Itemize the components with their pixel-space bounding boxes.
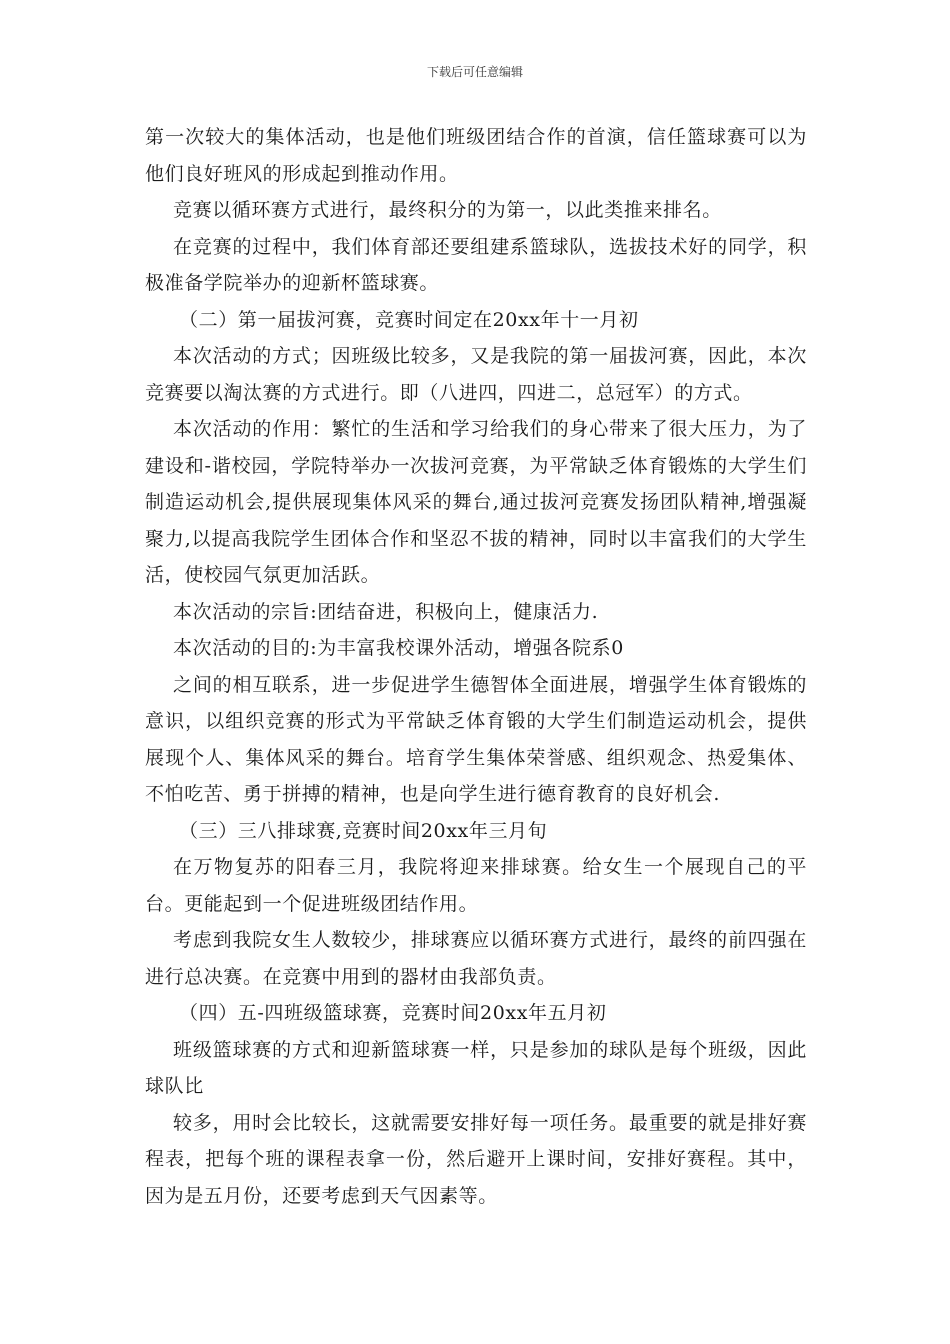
- paragraph-9: 在万物复苏的阳春三月，我院将迎来排球赛。给女生一个展现自己的平台。更能起到一个促进班级团结作用。: [145, 856, 807, 915]
- document-body: [145, 119, 807, 1214]
- paragraph-11: 班级篮球赛的方式和迎新篮球赛一样，只是参加的球队是每个班级，因此球队比: [145, 1038, 807, 1097]
- paragraph-7: 本次活动的目的:为丰富我校课外活动，增强各院系0: [173, 637, 624, 659]
- section-heading-3: （三）三八排球赛,竞赛时间20xx年三月旬: [179, 819, 548, 842]
- page-header: 下载后可任意编辑: [426, 65, 523, 79]
- paragraph-2: 竞赛以循环赛方式进行，最终积分的为第一，以此类推来排名。: [173, 199, 722, 221]
- paragraph-8: 之间的相互联系，进一步促进学生德智体全面进展，增强学生体育锻炼的意识，以组织竞赛的形式为平常缺乏体育锻的大学生们制造运动机会，提供展现个人、集体风采的舞台。培育学生集体荣誉感、组织观念、热爱集体、不怕吃苦、勇于拼搏的精神，也是向学生进行德育教育的良好机会.: [145, 673, 807, 805]
- paragraph-6: 本次活动的宗旨:团结奋进，积极向上，健康活力.: [173, 600, 599, 623]
- section-heading-2: （二）第一届拔河赛，竞赛时间定在20xx年十一月初: [179, 308, 639, 331]
- paragraph-12: 较多，用时会比较长，这就需要安排好每一项任务。最重要的就是排好赛程表，把每个班的课程表拿一份，然后避开上课时间，安排好赛程。其中，因为是五月份，还要考虑到天气因素等。: [145, 1111, 807, 1207]
- paragraph-3: 在竞赛的过程中，我们体育部还要组建系篮球队，选拔技术好的同学，积极准备学院举办的迎新杯篮球赛。: [145, 235, 807, 294]
- paragraph-5: 本次活动的作用：繁忙的生活和学习给我们的身心带来了很大压力，为了建设和-谐校园，学院特举办一次拔河竞赛，为平常缺乏体育锻炼的大学生们制造运动机会,提供展现集体风采的舞台,通过拔河竞赛发扬团队精神,增强凝聚力,以提高我院学生团体合作和坚忍不拔的精神，同时以丰富我们的大学生活，使校园气氛更加活跃。: [145, 418, 807, 586]
- section-heading-4: （四）五-四班级篮球赛，竞赛时间20xx年五月初: [179, 1002, 607, 1024]
- paragraph-1: 第一次较大的集体活动，也是他们班级团结合作的首演，信任篮球赛可以为他们良好班风的形成起到推动作用。: [145, 126, 807, 185]
- paragraph-10: 考虑到我院女生人数较少，排球赛应以循环赛方式进行，最终的前四强在进行总决赛。在竞赛中用到的器材由我部负责。: [145, 929, 807, 988]
- paragraph-4: 本次活动的方式；因班级比较多，又是我院的第一届拔河赛，因此，本次竞赛要以淘汰赛的方式进行。即（八进四，四进二，总冠军）的方式。: [145, 345, 807, 404]
